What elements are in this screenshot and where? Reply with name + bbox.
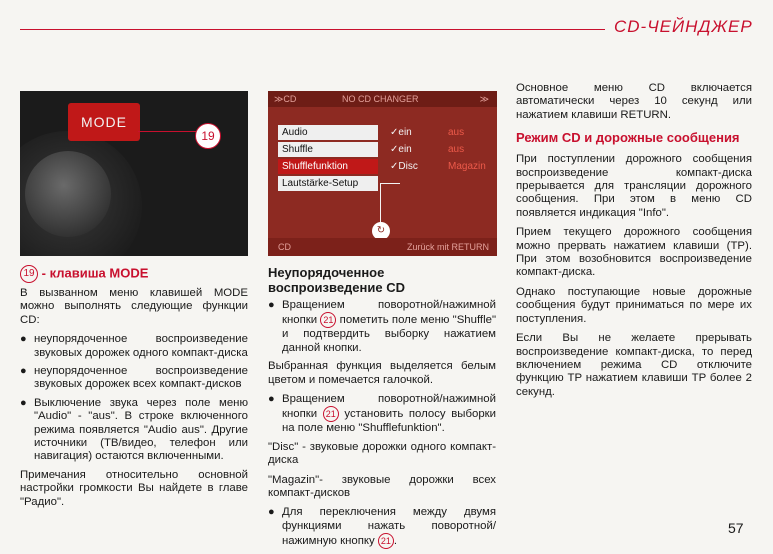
screen-bottom-bar [268,238,497,256]
shuffle-b2-pre: Вращением поворотной/нажимной кнопки [282,393,496,421]
shuffle-p3: "Magazin"- звуковые дорожки всех компакт-дисков [268,473,496,500]
bullet-dot: ● [268,393,275,406]
column-mode-key [20,265,248,515]
mode-heading-ref: 19 [20,265,38,283]
shuffle-bullet-2-text [282,393,496,436]
mode-bullet-3 [20,397,248,464]
page-number: 57 [728,520,744,536]
menu-item-lautstaerke: Lautstärke-Setup [278,176,378,191]
callout-number: 19 [195,123,221,149]
shuffle-b1-post: пометить поле меню "Shuffle" и подтвердить выборку нажатием данной кнопки. [282,314,497,354]
column-shuffle [268,265,496,554]
traffic-heading: Режим CD и дорожные сообщения [516,130,740,146]
screen-top-bar [268,91,497,107]
page-section-title: CD-ЧЕЙНДЖЕР [614,17,753,36]
screen-menu [278,125,378,193]
mode-heading-text: - клавиша MODE [41,265,149,281]
check-audio: ✓ein [390,127,412,138]
traffic-p3: Прием текущего дорожного сообщения можно прервать нажатием клавиши (TP). При этом возобновится воспроизведение компакт-диска. [516,226,752,279]
mode-button-photo [20,91,248,256]
column-traffic [516,82,752,405]
shuffle-bullet-2 [268,393,496,436]
check-shuffle: ✓ein [390,144,412,155]
screen-bottom-left: CD [278,242,291,252]
mode-bullet-1-text: неупорядоченное воспроизведение звуковых дорожек одного компакт-диска [34,333,248,359]
rotary-knob-inner [25,151,111,237]
menu-item-shuffle: Shuffle [278,142,378,157]
traffic-p4: Однако поступающие новые дорожные сообщения будут приниматься по мере их поступления. [516,285,752,325]
menu-item-audio: Audio [278,125,378,140]
mode-key: MODE [68,103,140,141]
screen-title: NO CD CHANGER [342,94,419,104]
knob-ref-21: 21 [323,406,339,422]
shuffle-b1-pre: Вращением поворотной/нажимной кнопки [282,299,496,327]
menu-item-shufflefunktion: Shufflefunktion [278,159,378,174]
mode-note: Примечания относительно основной настройки громкости Вы найдете в главе "Радио". [20,468,248,508]
menu-check-column [390,125,418,176]
check-shufflefunktion: ✓Disc [390,161,418,172]
mode-intro: В вызванном меню клавишей MODE можно выполнять следующие функции CD: [20,287,248,326]
mode-bullet-2 [20,365,248,392]
shuffle-p1: Выбранная функция выделяется белым цветом и помечается галочкой. [268,360,496,386]
knob-leader-vertical [380,183,381,223]
mode-bullet-3-text: Выключение звука через поле меню "Audio" - "aus". В строке включенного режима появляется "Audio aus". Другие источники (ТВ/видео, телефон или навигация) остаются включенными. [34,396,248,463]
shuffle-bullet-3-text [282,506,496,549]
shuffle-p2: "Disc" - звуковые дорожки одного компакт-диска [268,440,496,467]
screen-return-hint: Zurück mit RETURN [406,242,489,252]
shuffle-heading: Неупорядоченное воспроизведение CD [268,265,406,295]
screen-source-label: ≫CD [274,94,297,104]
screen-next-marker: ≫ [479,94,489,104]
rotary-knob-icon: ↻ [372,222,390,240]
shuffle-bullet-1 [268,299,496,355]
mode-bullet-2-text: неупорядоченное воспроизведение звуковых дорожек всех компакт-дисков [34,365,248,391]
bullet-dot: ● [268,299,275,311]
bullet-dot: ● [20,365,27,378]
knob-ref-21: 21 [378,533,394,549]
shuffle-bullet-3 [268,506,496,549]
cd-menu-screen [268,91,497,256]
shuffle-b3-pre: Для переключения между двумя функциями нажать поворотной/нажимную кнопку [282,506,496,548]
traffic-p5: Если Вы не желаете прерывать воспроизведение компакт-диска, то перед включением режима CD отключите функцию TP нажатием клавиши TP более 2 секунд. [516,332,752,398]
knob-ref-21: 21 [320,312,336,328]
traffic-p2: При поступлении дорожного сообщения воспроизведение компакт-диска прерывается для трансляции дорожного сообщения. При этом в меню CD появляется индикация "Info". [516,153,752,219]
knob-leader-horizontal [380,183,400,184]
menu-status-column [448,125,486,176]
status-audio: aus [448,127,465,138]
mode-bullet-1 [20,333,248,360]
shuffle-b3-post: . [393,535,398,548]
traffic-p1: Основное меню CD включается автоматически через 10 секунд или нажатием клавиши RETURN. [516,82,752,121]
mode-heading [20,265,248,283]
status-shufflefunktion: Magazin [448,161,486,172]
shuffle-bullet-1-text [282,299,496,355]
bullet-dot: ● [268,506,275,519]
shuffle-b2-post: установить полосу выборки на поле меню "Shufflefunktion". [282,408,497,435]
status-shuffle: aus [448,144,465,155]
header-rule [20,29,605,30]
bullet-dot: ● [20,333,27,346]
bullet-dot: ● [20,396,27,409]
callout-leader-line [138,131,198,132]
